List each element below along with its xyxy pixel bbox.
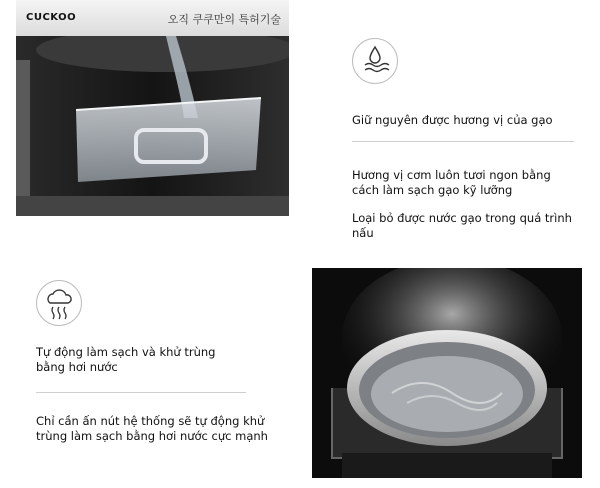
steam-cloud-icon: [36, 280, 82, 326]
divider: [36, 392, 246, 393]
steam-heading: Tự động làm sạch và khử trùng bằng hơi nước: [36, 345, 216, 374]
taste-text-2: Loại bỏ được nước gạo trong quá trình nấu: [352, 211, 572, 240]
steaming-pot-photo: [312, 268, 582, 478]
steam-text: Chỉ cần ấn nút hệ thống sẽ tự động khử trùng làm sạch bằng hơi nước cực mạnh: [36, 414, 268, 443]
taste-heading: Giữ nguyên được hương vị của gạo: [352, 113, 553, 127]
steaming-pot-illustration: [312, 268, 582, 478]
brand-logo: CUCKOO: [26, 12, 77, 23]
taste-text-1: Hương vị cơm luôn tươi ngon bằng cách làm sạch gạo kỹ lưỡng: [352, 168, 551, 197]
water-drop-icon: [352, 38, 398, 84]
water-tank-photo: [16, 0, 289, 216]
brand-banner: [16, 0, 289, 36]
brand-tagline: 오직 쿠쿠만의 특허기술: [167, 13, 281, 26]
divider: [352, 141, 574, 142]
